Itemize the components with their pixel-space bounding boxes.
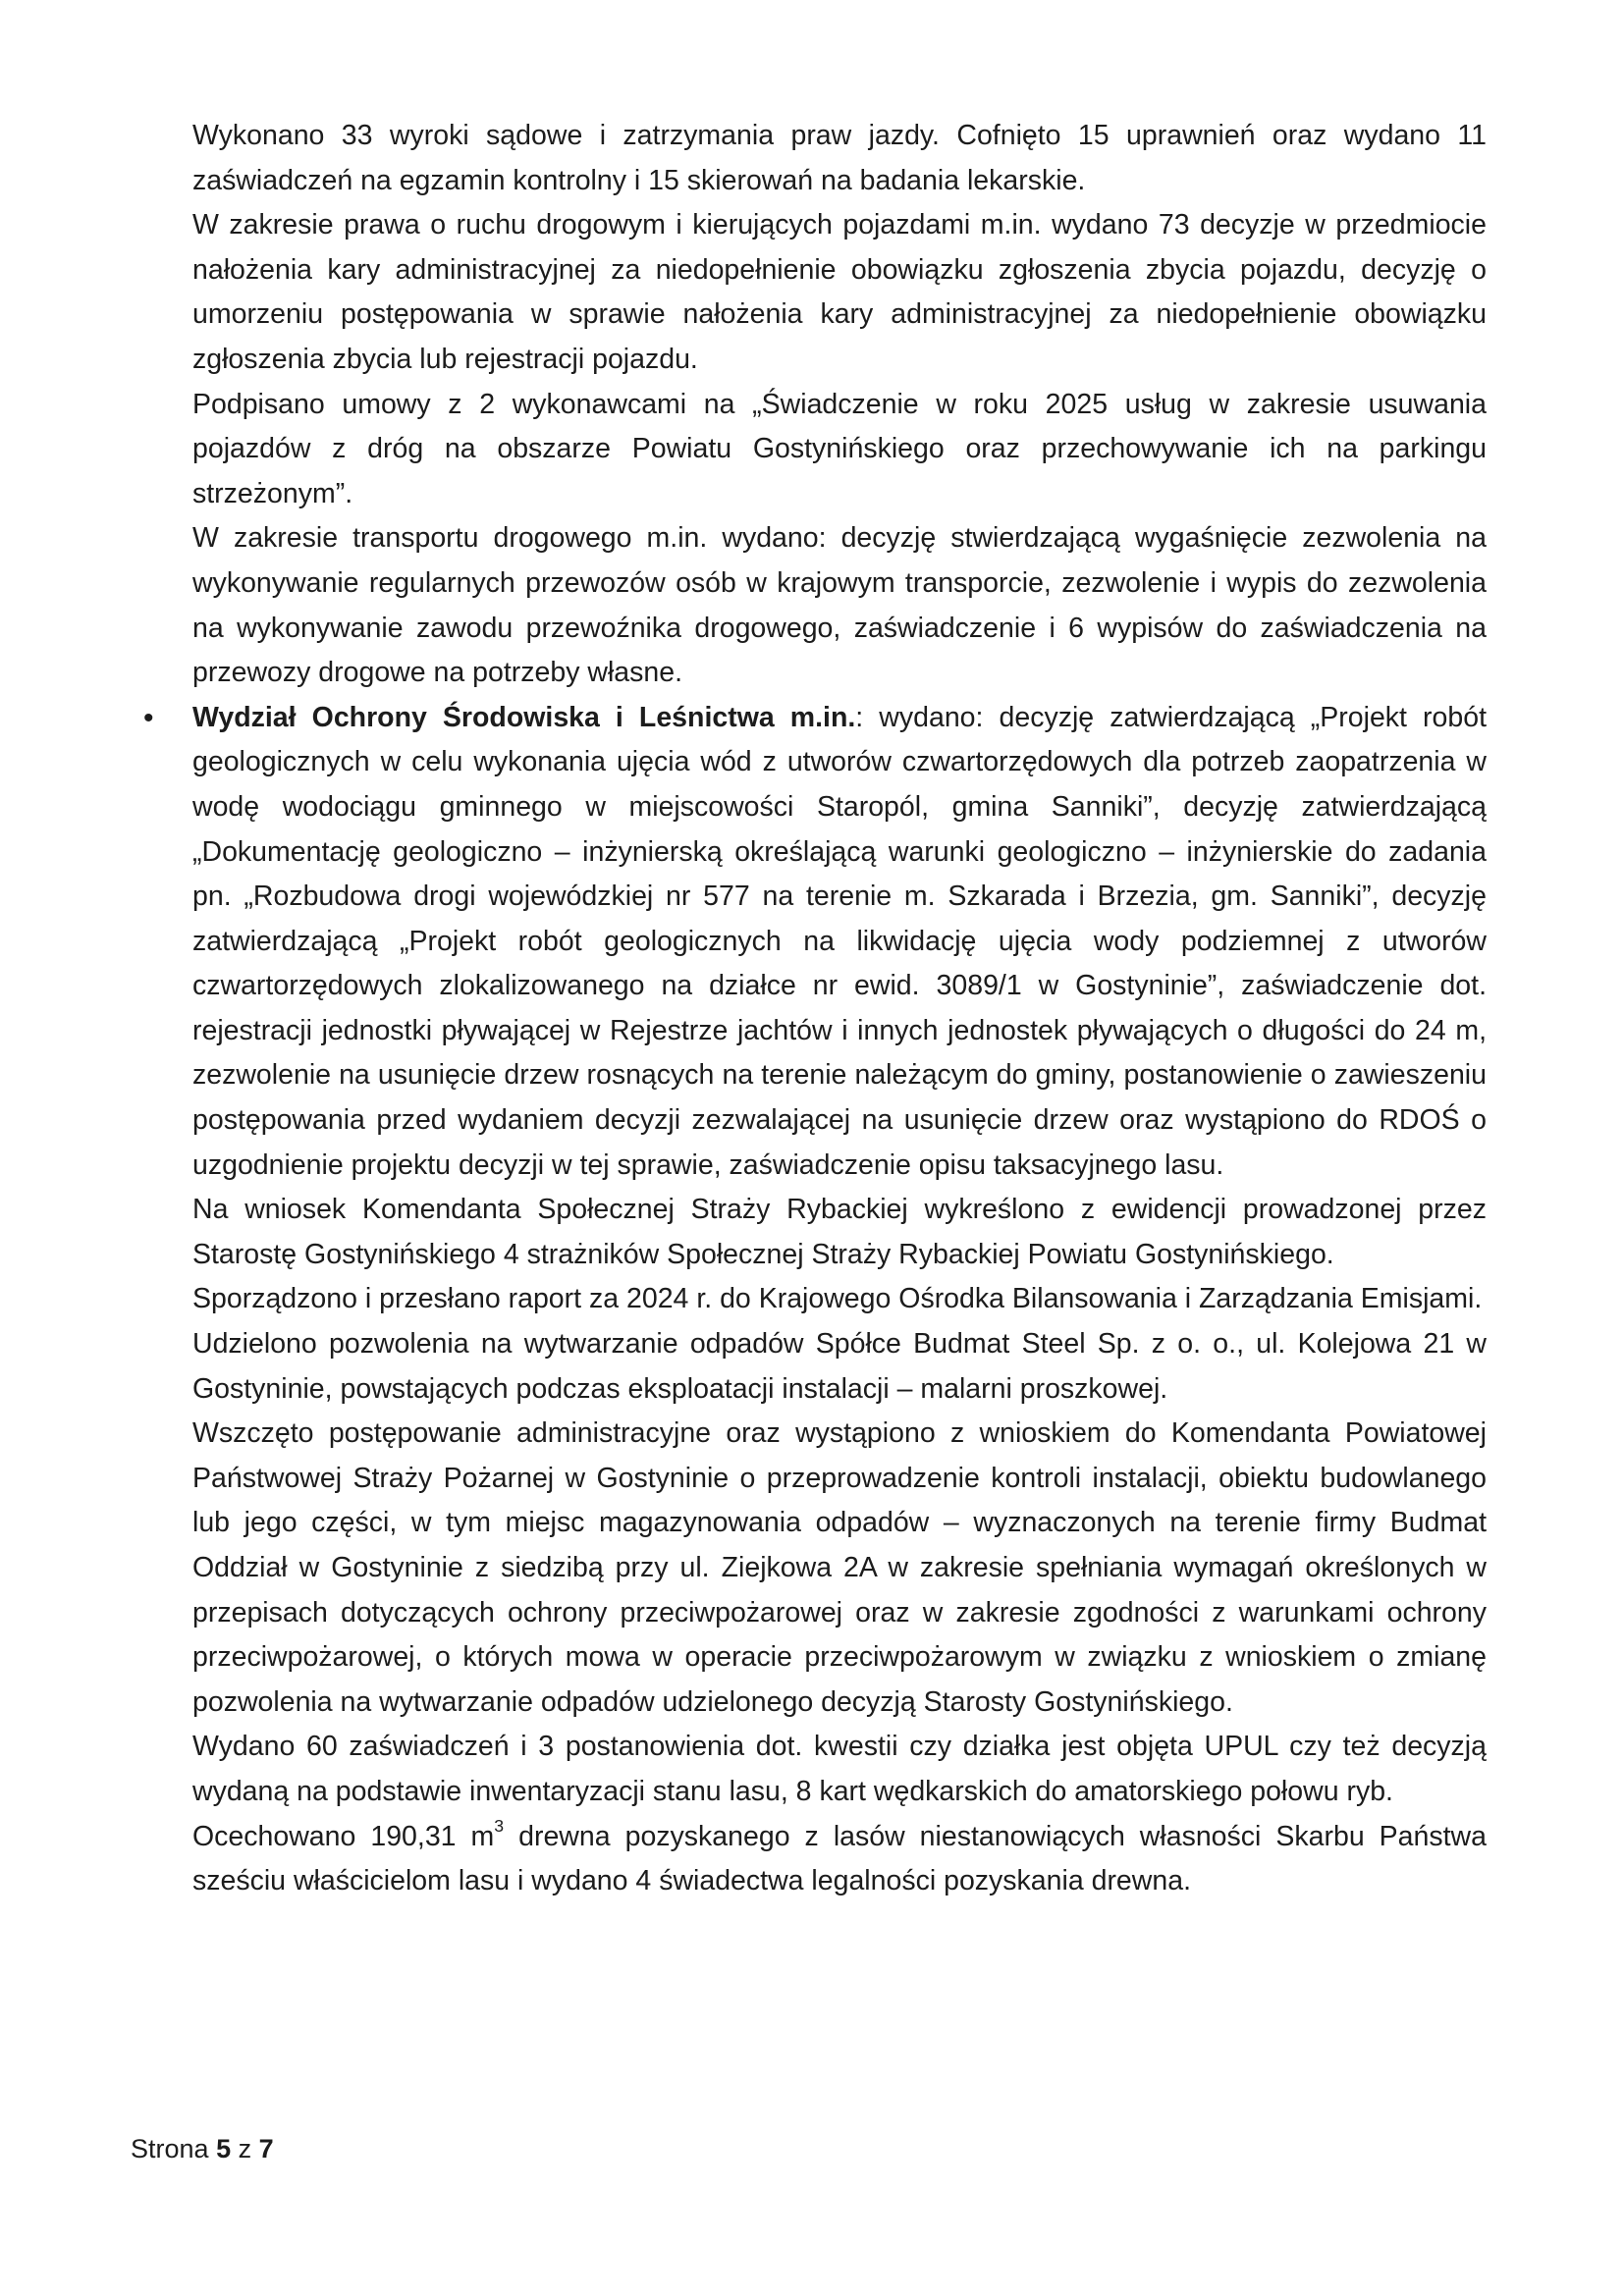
- page-footer: [131, 2129, 274, 2168]
- department-heading: Wydział Ochrony Środowiska i Leśnictwa m.in.: [192, 701, 856, 733]
- paragraph-certificates: Wydano 60 zaświadczeń i 3 postanowienia dot. kwestii czy działka jest objęta UPUL czy też decyzją wydaną na podstawie inwentaryzacji stanu lasu, 8 kart wędkarskich do amatorskiego połowu ryb.: [192, 1731, 1487, 1807]
- bullet-icon: •: [143, 701, 154, 734]
- current-page-number: 5: [216, 2134, 232, 2163]
- paragraph-road-transport: W zakresie transportu drogowego m.in. wydano: decyzję stwierdzającą wygaśnięcie zezwolenia na wykonywanie regularnych przewozów osób w krajowym transporcie, zezwolenie i wypis do zezwolenia na wykonywanie zawodu przewoźnika drogowego, zaświadczenie i 6 wypisów do zaświadczenia na przewozy drogowe na potrzeby własne.: [192, 522, 1487, 689]
- page-label: Strona: [131, 2134, 209, 2163]
- total-pages: 7: [258, 2134, 274, 2163]
- paragraph-emissions-report: Sporządzono i przesłano raport za 2024 r. do Krajowego Ośrodka Bilansowania i Zarządzania Emisjami.: [192, 1283, 1483, 1315]
- document-body: [143, 114, 1487, 1904]
- paragraph-road-traffic: W zakresie prawa o ruchu drogowym i kierujących pojazdami m.in. wydano 73 decyzje w przedmiocie nałożenia kary administracyjnej za niedopełnienie obowiązku zgłoszenia zbycia pojazdu, decyzję o umorzeniu postępowania w sprawie nałożenia kary administracyjnej za niedopełnienie obowiązku zgłoszenia zbycia lub rejestracji pojazdu.: [192, 209, 1487, 375]
- paragraph-environment: [192, 696, 1487, 1189]
- timber-text-end: drewna pozyskanego z lasów niestanowiących własności Skarbu Państwa sześciu właścicielom lasu i wydano 4 świadectwa legalności pozyskania drewna.: [192, 1820, 1487, 1897]
- paragraph-waste-permit: Udzielono pozwolenia na wytwarzanie odpadów Spółce Budmat Steel Sp. z o. o., ul. Kolejowa 21 w Gostyninie, powstających podczas eksploatacji instalacji – malarni proszkowej.: [192, 1328, 1487, 1405]
- paragraph-vehicle-removal: Podpisano umowy z 2 wykonawcami na „Świadczenie w roku 2025 usług w zakresie usuwania pojazdów z dróg na obszarze Powiatu Gostynińskiego oraz przechowywanie ich na parkingu strzeżonym”.: [192, 388, 1487, 509]
- paragraph-timber: [192, 1815, 1487, 1904]
- paragraph-fishing-guard: Na wniosek Komendanta Społecznej Straży Rybackiej wykreślono z ewidencji prowadzonej przez Starostę Gostynińskiego 4 strażników Społecznej Straży Rybackiej Powiatu Gostynińskiego.: [192, 1194, 1487, 1270]
- paragraph-fire-inspection: Wszczęto postępowanie administracyjne oraz wystąpiono z wnioskiem do Komendanta Powiatowej Państwowej Straży Pożarnej w Gostyninie o przeprowadzenie kontroli instalacji, obiektu budowlanego lub jego części, w tym miejsc magazynowania odpadów – wyznaczonych na terenie firmy Budmat Oddział w Gostyninie z siedzibą przy ul. Ziejkowa 2A w zakresie spełniania wymagań określonych w przepisach dotyczących ochrony przeciwpożarowej oraz w zakresie zgodności z warunkami ochrony przeciwpożarowej, o których mowa w operacie przeciwpożarowym w związku z wnioskiem o zmianę pozwolenia na wytwarzanie odpadów udzielonego decyzją Starosty Gostynińskiego.: [192, 1417, 1487, 1718]
- bullet-environment-department: [143, 696, 1487, 1189]
- paragraph-penalties: Wykonano 33 wyroki sądowe i zatrzymania praw jazdy. Cofnięto 15 uprawnień oraz wydano 11 zaświadczeń na egzamin kontrolny i 15 skierowań na badania lekarskie.: [192, 120, 1487, 196]
- timber-text-start: Ocechowano 190,31 m: [192, 1820, 495, 1852]
- environment-text: : wydano: decyzję zatwierdzającą „Projekt robót geologicznych w celu wykonania ujęcia wód z utworów czwartorzędowych dla potrzeb zaopatrzenia w wodę wodociągu gminnego w miejscowości Staropól, gmina Sanniki”, decyzję zatwierdzającą „Dokumentację geologiczno – inżynierską określającą warunki geologiczno – inżynierskie do zadania pn. „Rozbudowa drogi wojewódzkiej nr 577 na terenie m. Szkarada i Brzezia, gm. Sanniki”, decyzję zatwierdzającą „Projekt robót geologicznych na likwidację ujęcia wody podziemnej z utworów czwartorzędowych zlokalizowanego na działce nr ewid. 3089/1 w Gostyninie”, zaświadczenie dot. rejestracji jednostki pływającej w Rejestrze jachtów i innych jednostek pływających o długości do 24 m, zezwolenie na usunięcie drzew rosnących na terenie należącym do gminy, postanowienie o zawieszeniu postępowania przed wydaniem decyzji zezwalającej na usunięcie drzew oraz wystąpiono do RDOŚ o uzgodnienie projektu decyzji w tej sprawie, zaświadczenie opisu taksacyjnego lasu.: [192, 701, 1487, 1181]
- cubic-superscript: 3: [494, 1815, 505, 1836]
- page-of: z: [238, 2134, 252, 2163]
